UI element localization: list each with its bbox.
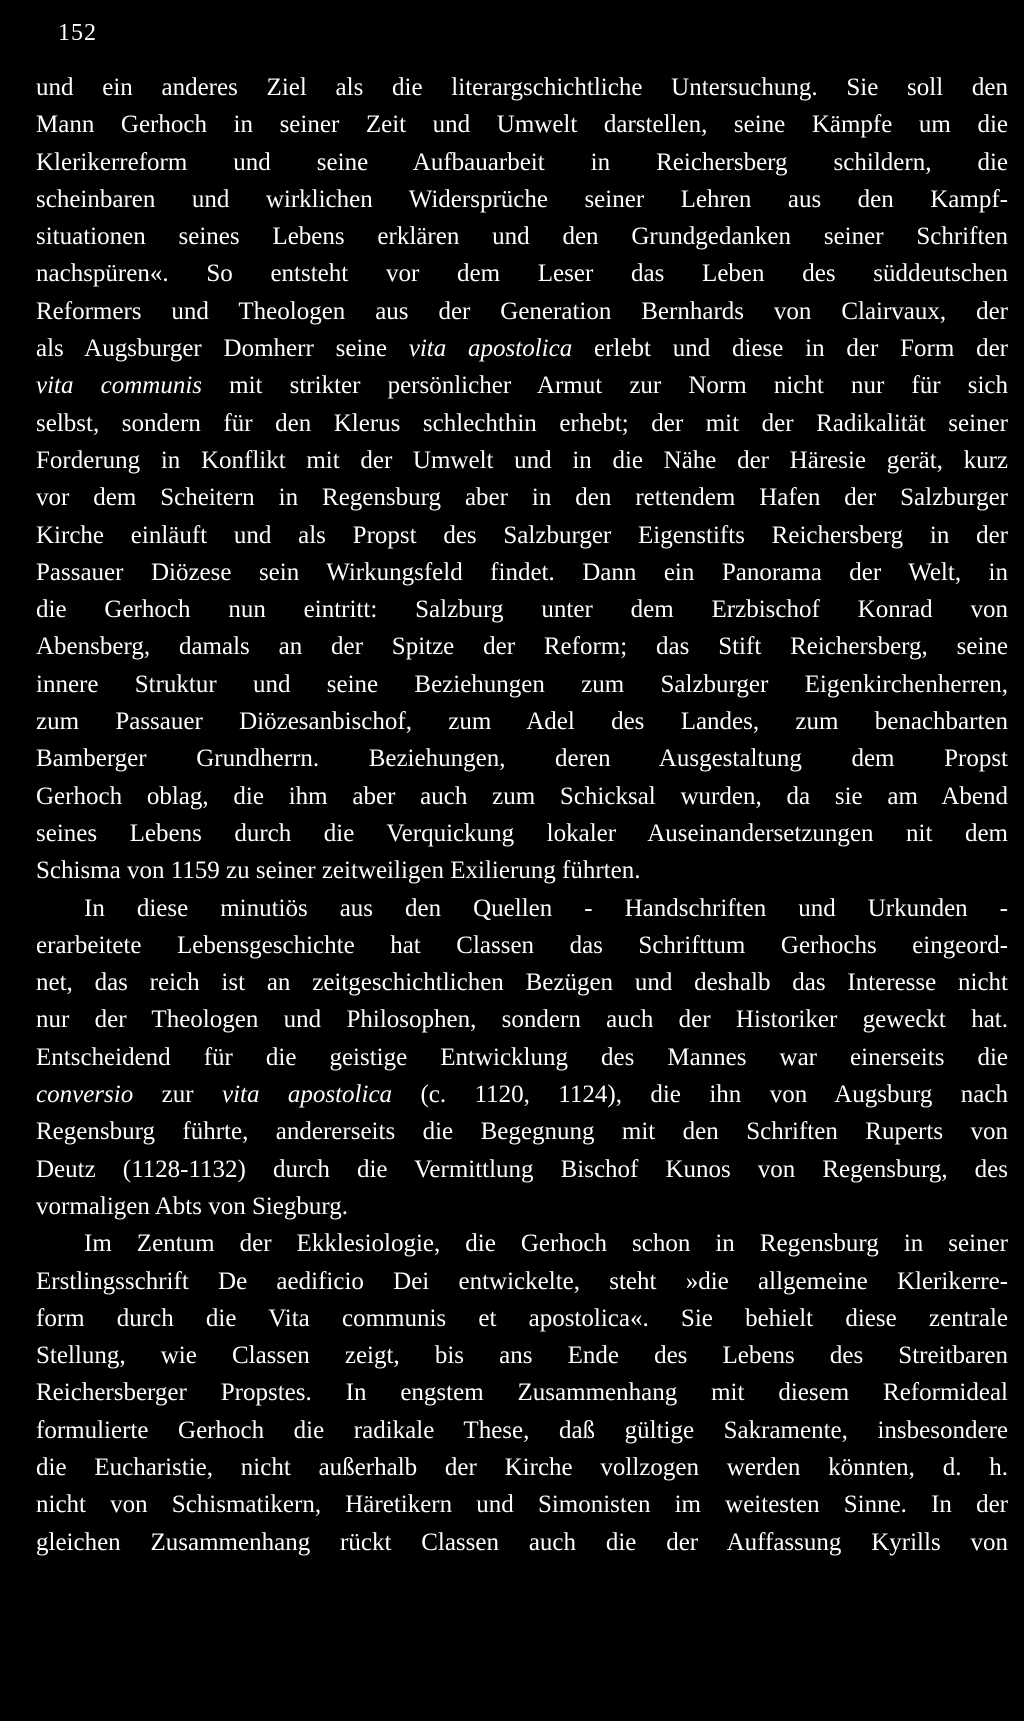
text-segment: Forderung in Konflikt mit der Umwelt und in die Nähe der Häresie gerät, kurz [36, 446, 1008, 474]
text-line [36, 554, 1008, 591]
text-line [36, 1076, 1008, 1113]
text-segment: die Gerhoch nun eintritt: Salzburg unter dem Erzbischof Konrad von [36, 596, 1008, 624]
text-line [36, 890, 1008, 927]
text-line [36, 666, 1008, 703]
text-line [36, 255, 1008, 292]
text-line [36, 1449, 1008, 1486]
text-segment: Abensberg, damals an der Spitze der Reform; das Stift Reichersberg, seine [36, 633, 1008, 661]
text-line [36, 703, 1008, 740]
text-segment: Klerikerreform und seine Aufbauarbeit in Reichersberg schildern, die [36, 148, 1008, 176]
text-segment: zur [133, 1081, 222, 1109]
text-segment: Reichersberger Propstes. In engstem Zusammenhang mit diesem Reformideal [36, 1379, 1008, 1407]
text-line [36, 1263, 1008, 1300]
text-segment: vor dem Scheitern in Regensburg aber in den rettendem Hafen der Salzburger [36, 484, 1008, 512]
text-segment: formulierte Gerhoch die radikale These, daß gültige Sakramente, insbesondere [36, 1416, 1008, 1444]
text-line [36, 1300, 1008, 1337]
text-segment: scheinbaren und wirklichen Widersprüche seiner Lehren aus den Kampf- [36, 185, 1008, 213]
text-line [36, 852, 1008, 889]
text-segment: seines Lebens durch die Verquickung lokaler Auseinandersetzungen nit dem [36, 819, 1008, 847]
text-segment: erlebt und diese in der Form der [572, 335, 1008, 363]
text-segment: Bamberger Grundherrn. Beziehungen, deren Ausgestaltung dem Propst [36, 745, 1008, 773]
text-line [36, 442, 1008, 479]
text-line [36, 1374, 1008, 1411]
text-line [36, 927, 1008, 964]
text-segment: Reformers und Theologen aus der Generation Bernhards von Clairvaux, der [36, 297, 1008, 325]
text-line [36, 815, 1008, 852]
text-line [36, 479, 1008, 516]
text-segment: (c. 1120, 1124), die ihn von Augsburg nach [392, 1081, 1008, 1109]
text-line [36, 293, 1008, 330]
text-segment: erarbeitete Lebensgeschichte hat Classen das Schrifttum Gerhochs eingeord- [36, 931, 1008, 959]
text-line [36, 1039, 1008, 1076]
text-segment: die Eucharistie, nicht außerhalb der Kirche vollzogen werden könnten, d. h. [36, 1453, 1008, 1481]
body-text [36, 69, 1008, 1561]
text-segment: form durch die Vita communis et apostolica«. Sie behielt diese zentrale [36, 1304, 1008, 1332]
text-line [36, 1225, 1008, 1262]
page-number: 152 [58, 20, 97, 46]
text-segment: nicht von Schismatikern, Häretikern und Simonisten im weitesten Sinne. In der [36, 1491, 1008, 1519]
text-line [36, 778, 1008, 815]
text-segment: Schisma von 1159 zu seiner zeitweiligen Exilierung führten. [36, 857, 641, 885]
text-line [36, 964, 1008, 1001]
text-line [36, 1151, 1008, 1188]
text-line [36, 1188, 1008, 1225]
text-segment: net, das reich ist an zeitgeschichtlichen Bezügen und deshalb das Interesse nicht [36, 969, 1008, 997]
text-line [36, 517, 1008, 554]
text-segment: gleichen Zusammenhang rückt Classen auch die der Auffassung Kyrills von [36, 1528, 1008, 1556]
text-segment: zum Passauer Diözesanbischof, zum Adel des Landes, zum benachbarten [36, 708, 1008, 736]
text-segment: vormaligen Abts von Siegburg. [36, 1192, 349, 1220]
text-line [36, 1486, 1008, 1523]
italic-text-segment: vita communis [36, 372, 203, 400]
text-segment: nur der Theologen und Philosophen, sondern auch der Historiker geweckt hat. [36, 1006, 1008, 1034]
italic-text-segment: vita apostolica [221, 1081, 393, 1109]
text-segment: Kirche einläuft und als Propst des Salzburger Eigenstifts Reichersberg in der [36, 521, 1008, 549]
text-segment: Passauer Diözese sein Wirkungsfeld findet. Dann ein Panorama der Welt, in [36, 558, 1008, 586]
text-segment: In diese minutiös aus den Quellen - Handschriften und Urkunden - [84, 894, 1008, 922]
text-line [36, 591, 1008, 628]
text-line [36, 1412, 1008, 1449]
text-line [36, 218, 1008, 255]
text-line [36, 740, 1008, 777]
text-segment: nachspüren«. So entsteht vor dem Leser das Leben des süddeutschen [36, 260, 1008, 288]
text-line [36, 1001, 1008, 1038]
text-line [36, 367, 1008, 404]
text-segment: Mann Gerhoch in seiner Zeit und Umwelt darstellen, seine Kämpfe um die [36, 111, 1008, 139]
text-segment: Erstlingsschrift De aedificio Dei entwickelte, steht »die allgemeine Klerikerre- [36, 1267, 1008, 1295]
text-segment: selbst, sondern für den Klerus schlechthin erhebt; der mit der Radikalität seiner [36, 409, 1008, 437]
text-segment: mit strikter persönlicher Armut zur Norm nicht nur für sich [202, 372, 1008, 400]
text-line [36, 69, 1008, 106]
text-segment: Im Zentum der Ekklesiologie, die Gerhoch schon in Regensburg in seiner [84, 1230, 1008, 1258]
italic-text-segment: vita apostolica [408, 335, 573, 363]
text-line [36, 181, 1008, 218]
text-segment: Entscheidend für die geistige Entwicklung des Mannes war einerseits die [36, 1043, 1008, 1071]
text-line [36, 144, 1008, 181]
text-line [36, 1113, 1008, 1150]
text-segment: Gerhoch oblag, die ihm aber auch zum Schicksal wurden, da sie am Abend [36, 782, 1008, 810]
text-segment: als Augsburger Domherr seine [36, 335, 409, 363]
text-segment: situationen seines Lebens erklären und den Grundgedanken seiner Schriften [36, 223, 1008, 251]
text-segment: innere Struktur und seine Beziehungen zum Salzburger Eigenkirchenherren, [36, 670, 1008, 698]
text-segment: und ein anderes Ziel als die literargschichtliche Untersuchung. Sie soll den [36, 74, 1008, 101]
text-segment: Deutz (1128-1132) durch die Vermittlung Bischof Kunos von Regensburg, des [36, 1155, 1008, 1183]
text-line [36, 330, 1008, 367]
italic-text-segment: conversio [36, 1081, 134, 1109]
text-line [36, 405, 1008, 442]
text-segment: Stellung, wie Classen zeigt, bis ans Ende des Lebens des Streitbaren [36, 1342, 1008, 1370]
text-line [36, 1524, 1008, 1561]
text-line [36, 106, 1008, 143]
text-line [36, 1337, 1008, 1374]
text-segment: Regensburg führte, andererseits die Begegnung mit den Schriften Ruperts von [36, 1118, 1008, 1146]
text-line [36, 628, 1008, 665]
